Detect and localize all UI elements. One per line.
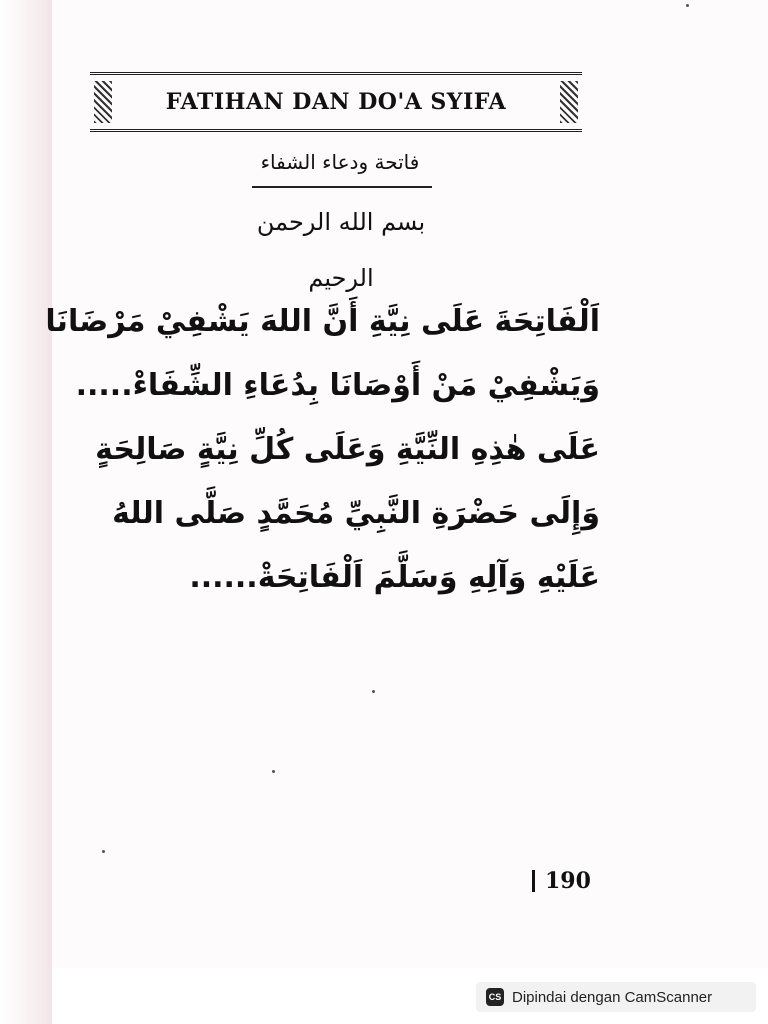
watermark-text: Dipindai dengan CamScanner xyxy=(512,988,713,1006)
camscanner-logo-icon: CS xyxy=(486,988,504,1006)
scan-speck xyxy=(372,690,375,693)
camscanner-watermark xyxy=(476,982,756,1012)
prayer-line: عَلَيْهِ وَآلِهِ وَسَلَّمَ اَلْفَاتِحَةْ...... xyxy=(189,560,600,595)
prayer-line: عَلَى هٰذِهِ النِّيَّةِ وَعَلَى كُلِّ نِيَّةٍ صَالِحَةٍ xyxy=(95,432,600,467)
arabic-subtitle: فاتحة ودعاء الشفاء xyxy=(260,150,420,174)
page-number-bar xyxy=(532,870,535,892)
scan-speck xyxy=(102,850,105,853)
prayer-line: وَيَشْفِيْ مَنْ أَوْصَانَا بِدُعَاءِ الشِّفَاءْ..... xyxy=(75,368,600,403)
basmalah: بسم الله الرحمن الرحيم xyxy=(256,208,426,292)
page-number xyxy=(532,866,591,896)
page-number-value: 190 xyxy=(545,868,591,894)
subtitle-divider xyxy=(252,186,432,188)
title-banner xyxy=(90,72,582,132)
scan-speck xyxy=(272,770,275,773)
page-title: FATIHAN DAN DO'A SYIFA xyxy=(165,89,507,115)
prayer-line: وَإِلَى حَضْرَةِ النَّبِيِّ مُحَمَّدٍ صَلَّى اللهُ xyxy=(112,496,600,531)
scan-speck xyxy=(686,4,689,7)
scan-edge-shadow xyxy=(0,0,52,1024)
prayer-text xyxy=(45,290,600,610)
prayer-line: اَلْفَاتِحَةَ عَلَى نِيَّةِ أَنَّ اللهَ يَشْفِيْ مَرْضَانَا xyxy=(45,304,600,339)
